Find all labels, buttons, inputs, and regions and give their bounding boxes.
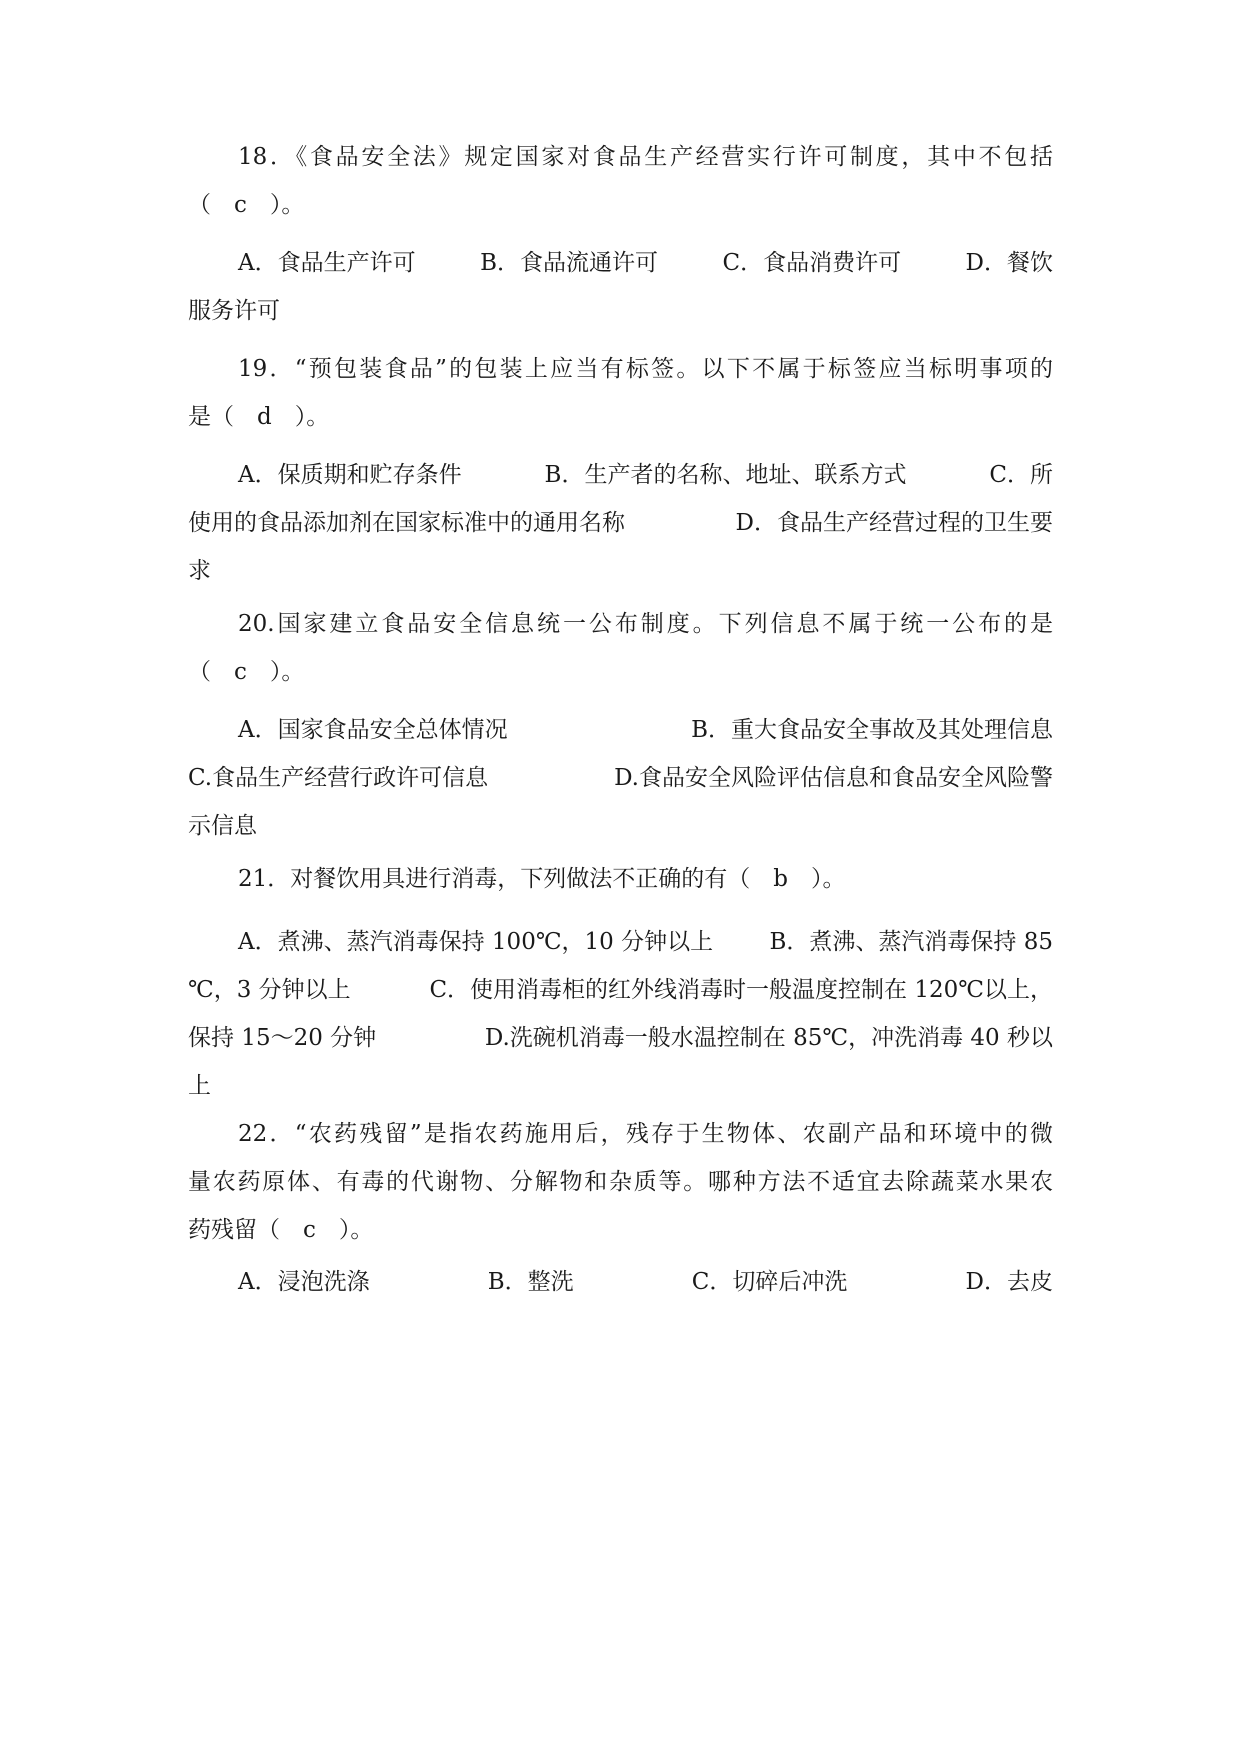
q18-option-c: C．食品消费许可 [722,250,902,276]
question-19-options-line2 [188,499,1053,547]
q21-option-a: A．煮沸、蒸汽消毒保持 100℃，10 分钟以上 [238,929,714,955]
q19-option-d-cont: 求 [188,558,211,584]
question-20-options [188,706,1053,850]
question-19-stem-text: 19．“预包装食品”的包装上应当有标签。以下不属于标签应当标明事项的 [238,356,1053,382]
q22-option-a: A．浸泡洗涤 [238,1269,370,1295]
question-22-options [188,1258,1053,1306]
q20-option-d: D.食品安全风险评估信息和食品安全风险警 [614,765,1053,791]
q21-option-c-cont: 保持 15～20 分钟 [188,1025,377,1051]
question-21-options [188,918,1053,1110]
question-21-options-line3 [188,1014,1053,1062]
question-20-stem-text: 20.国家建立食品安全信息统一公布制度。下列信息不属于统一公布的是 [238,611,1053,637]
q19-option-c: C．所 [989,462,1053,488]
question-18-stem-line1 [188,133,1053,181]
question-20-stem-line1 [188,600,1053,648]
q21-option-d-cont: 上 [188,1073,211,1099]
question-22-stem-line1 [188,1110,1053,1158]
question-22-stem-line2: 量农药原体、有毒的代谢物、分解物和杂质等。哪种方法不适宜去除蔬菜水果农 [188,1169,1053,1195]
question-21-stem-line1 [188,855,1053,903]
q20-option-c: C.食品生产经营行政许可信息 [188,765,489,791]
question-22 [188,1110,1053,1254]
question-20-options-line2 [188,754,1053,802]
q18-option-b: B．食品流通许可 [480,250,658,276]
question-18-stem-text: 18．《食品安全法》规定国家对食品生产经营实行许可制度，其中不包括 [238,144,1053,170]
q22-option-d: D．去皮 [965,1269,1053,1295]
question-20 [188,600,1053,696]
q21-option-d: D.洗碗机消毒一般水温控制在 85℃，冲洗消毒 40 秒以 [484,1025,1053,1051]
question-21-options-line1 [188,918,1053,966]
q22-option-c: C．切碎后冲洗 [691,1269,848,1295]
q18-option-a: A．食品生产许可 [238,250,416,276]
question-18-options [188,239,1053,335]
q20-option-d-cont: 示信息 [188,813,257,839]
question-22-stem-text1: 22．“农药残留”是指农药施用后，残存于生物体、农副产品和环境中的微 [238,1121,1053,1147]
question-20-stem-line2: （ c ）。 [188,659,305,685]
question-21 [188,855,1053,903]
q20-option-a: A．国家食品安全总体情况 [238,717,508,743]
q18-option-d-cont: 服务许可 [188,298,280,324]
question-20-options-line1 [188,706,1053,754]
question-22-stem-line3: 药残留（ c ）。 [188,1217,374,1243]
q22-option-b: B．整洗 [487,1269,574,1295]
question-19-options [188,451,1053,595]
q21-option-b: B．煮沸、蒸汽消毒保持 85 [769,929,1053,955]
question-18-stem-line2: （ c ）。 [188,192,305,218]
question-22-options-line1 [188,1258,1053,1306]
q19-option-a: A．保质期和贮存条件 [238,462,462,488]
question-19 [188,345,1053,441]
question-19-stem-line2: 是（ d ）。 [188,404,330,430]
q21-option-b-cont: ℃，3 分钟以上 [188,977,351,1003]
question-21-options-line2 [188,966,1053,1014]
q21-option-c: C．使用消毒柜的红外线消毒时一般温度控制在 120℃以上， [429,977,1053,1003]
question-18 [188,133,1053,229]
question-21-stem-text: 21．对餐饮用具进行消毒，下列做法不正确的有（ b ）。 [238,866,846,892]
q19-option-c-cont: 使用的食品添加剂在国家标准中的通用名称 [188,510,625,536]
question-19-stem-line1 [188,345,1053,393]
q19-option-b: B．生产者的名称、地址、联系方式 [544,462,907,488]
q18-option-d: D．餐饮 [965,250,1053,276]
q20-option-b: B．重大食品安全事故及其处理信息 [691,717,1053,743]
question-18-options-line1 [188,239,1053,287]
q19-option-d: D．食品生产经营过程的卫生要 [735,510,1053,536]
question-19-options-line1 [188,451,1053,499]
